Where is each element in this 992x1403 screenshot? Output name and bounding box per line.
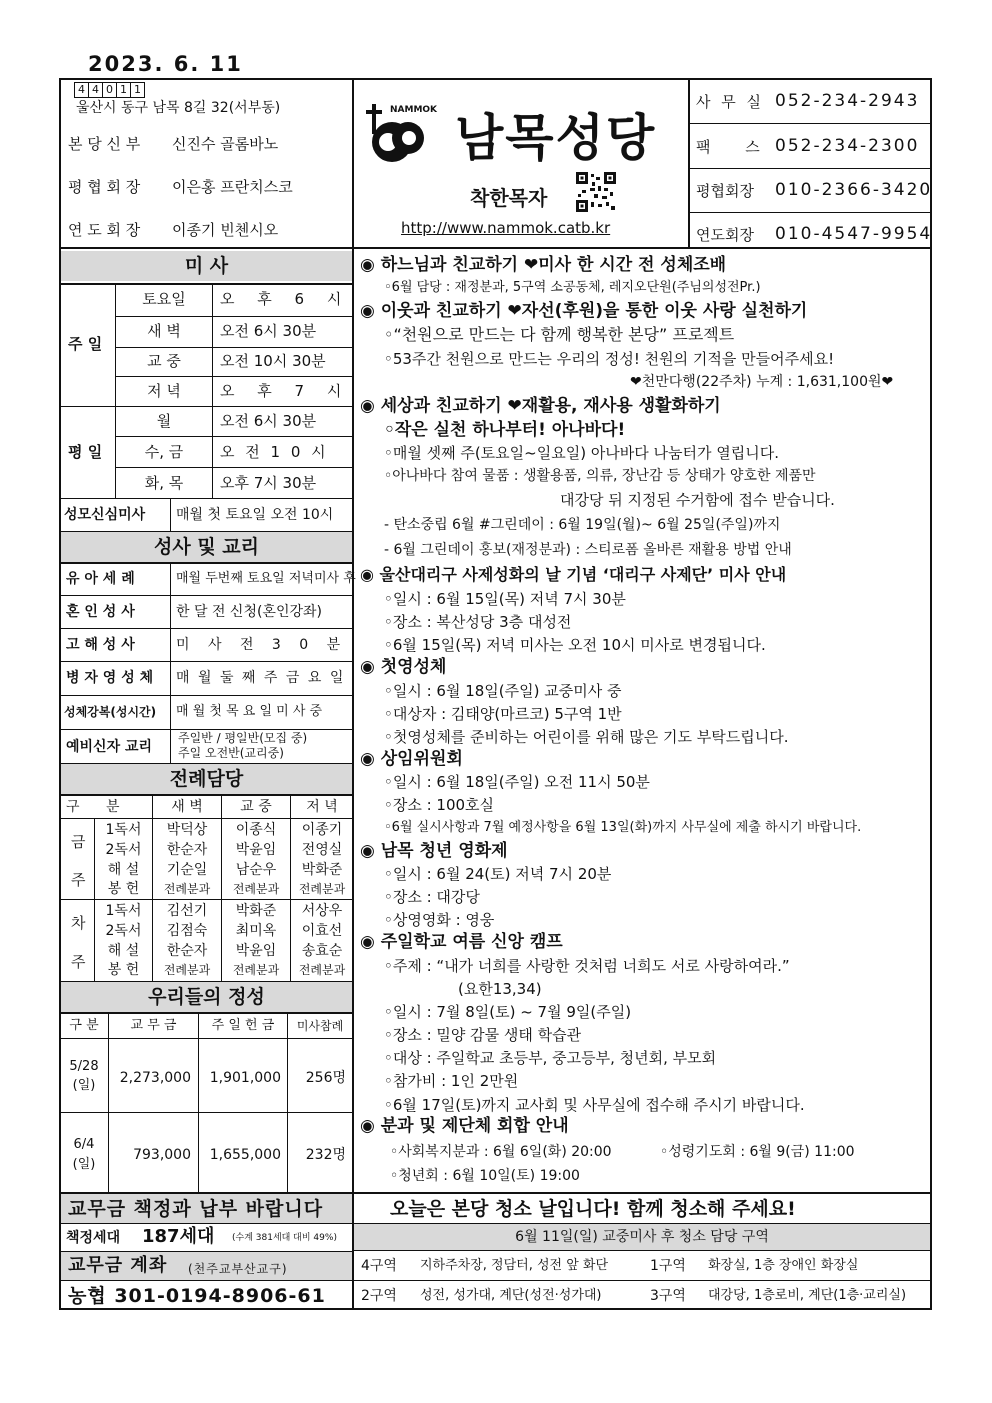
announcement-line: ◦6월 17일(토)까지 교사회 및 사무실에 접수해 주시기 바랍니다. xyxy=(384,1096,805,1114)
liturgy-person: 서상우 xyxy=(301,903,343,919)
sacrament-label: 유 아 세 례 xyxy=(66,571,135,587)
cleaning-zone: 4구역 xyxy=(361,1258,397,1274)
households-note: (수계 381세대 대비 49%) xyxy=(232,1233,337,1243)
mass-time: 오전 6시 30분 xyxy=(220,412,317,430)
council-president-contact-label: 평협회장 xyxy=(696,182,754,200)
liturgy-role: 1독서 xyxy=(105,822,142,838)
yeondo-president-phone[interactable]: 010-4547-9954 xyxy=(775,224,933,244)
rule xyxy=(354,1223,932,1224)
header-col-divider-2 xyxy=(688,78,690,247)
announcement-heading: ◉ 울산대리구 사제성화의 날 기념 ‘대리구 사제단’ 미사 안내 xyxy=(360,565,787,584)
motto: 착한목자 xyxy=(470,186,548,210)
account-note: (천주교부산교구) xyxy=(188,1262,288,1276)
offering-tithe: 2,273,000 xyxy=(119,1070,191,1086)
announcement-line: ◦일시 : 6월 15일(목) 저녁 7시 30분 xyxy=(384,590,626,608)
church-name: 남목성당 xyxy=(455,109,657,167)
liturgy-role: 해 설 xyxy=(107,862,140,878)
rule xyxy=(287,1012,288,1192)
mass-day: 새 벽 xyxy=(147,322,181,340)
announcement-line: ◦일시 : 6월 18일(주일) 교중미사 중 xyxy=(384,682,622,700)
offering-header: 구 분 xyxy=(69,1018,99,1033)
contact-divider xyxy=(689,123,932,124)
rule xyxy=(59,595,353,596)
next-week-label: 차 xyxy=(71,914,86,932)
catechumen-class-1: 주일반 / 평일반(모집 중) xyxy=(178,731,308,745)
this-week-label: 주 xyxy=(71,871,86,889)
offering-attendance: 256명 xyxy=(305,1070,346,1086)
announcement-line: ◦참가비 : 1인 2만원 xyxy=(384,1072,519,1090)
rule xyxy=(59,1223,353,1224)
cleaning-area: 성전, 성가대, 계단(성전·성가대) xyxy=(420,1288,602,1303)
liturgy-header: 교 중 xyxy=(240,799,272,815)
rule xyxy=(59,628,353,629)
announcement-heading: ◉ 이웃과 친교하기 ❤자선(후원)을 통한 이웃 사랑 실천하기 xyxy=(360,301,808,321)
cleaning-zone: 3구역 xyxy=(650,1288,686,1304)
liturgy-person: 박화준 xyxy=(301,862,343,878)
announcement-heading: ◉ 분과 및 제단체 회합 안내 xyxy=(360,1116,569,1136)
announcement-heading: ◉ 첫영성체 xyxy=(360,657,447,677)
announcement-line: ◦장소 : 밀양 감물 생태 학습관 xyxy=(384,1026,582,1044)
offering-attendance: 232명 xyxy=(305,1147,346,1163)
pastor-label: 본 당 신 부 xyxy=(68,135,141,153)
offering-date: 5/28 xyxy=(69,1059,99,1074)
announcement-line: ◦53주간 천원으로 만드는 우리의 정성! 천원의 기적을 만들어주세요! xyxy=(384,350,835,368)
liturgy-person: 박윤임 xyxy=(235,842,277,858)
liturgy-person: 이종기 xyxy=(301,822,343,838)
households-value: 187세대 xyxy=(142,1226,215,1247)
rule xyxy=(59,695,353,696)
liturgy-person: 박화준 xyxy=(235,903,277,919)
announcement-line: ◦6월 담당 : 재정분과, 5구역 소공동체, 레지오단원(주님의성전Pr.) xyxy=(384,280,761,295)
qr-code-icon[interactable] xyxy=(576,172,616,212)
offering-date: 6/4 xyxy=(73,1137,95,1152)
rule xyxy=(59,661,353,662)
sacrament-value: 매 월 첫 목 요 일 미 사 중 xyxy=(176,704,323,719)
mass-time: 오전 6시 30분 xyxy=(220,322,317,340)
announcement-heading: ◉ 남목 청년 영화제 xyxy=(360,841,508,861)
liturgy-person: 김선기 xyxy=(166,903,208,919)
header-col-divider xyxy=(352,78,354,247)
liturgy-role: 1독서 xyxy=(105,903,142,919)
sacrament-label: 병 자 영 성 체 xyxy=(66,670,154,686)
offering-day: (일) xyxy=(72,1078,96,1093)
rule xyxy=(108,1012,109,1192)
rule xyxy=(59,498,353,499)
account-number[interactable]: 농협 301-0194-8906-61 xyxy=(68,1285,326,1307)
mass-day: 화, 목 xyxy=(144,474,184,492)
liturgy-header: 새 벽 xyxy=(171,799,203,815)
rule xyxy=(59,729,353,730)
rule xyxy=(170,498,171,531)
mass-title: 미 사 xyxy=(61,251,352,281)
sacrament-label: 고 해 성 사 xyxy=(66,637,135,653)
announcement-line: ❤천만다행(22주차) 누계 : 1,631,100원❤ xyxy=(630,374,894,390)
mass-day: 저 녁 xyxy=(147,382,181,400)
cleaning-area: 화장실, 1층 장애인 화장실 xyxy=(708,1258,859,1273)
liturgy-person: 한순자 xyxy=(166,842,208,858)
liturgy-role: 봉 헌 xyxy=(107,881,140,897)
announcement-line: ◦일시 : 6월 18일(주일) 오전 11시 50분 xyxy=(384,773,650,791)
offering-collection: 1,655,000 xyxy=(209,1147,281,1163)
yeondo-president-name: 이종기 빈첸시오 xyxy=(172,221,279,239)
sacrament-value: 매월 두번째 토요일 저녁미사 후 xyxy=(176,571,356,586)
announcement-heading: ◉ 세상과 친교하기 ❤재활용, 재사용 생활화하기 xyxy=(360,396,721,416)
liturgy-person: 김점숙 xyxy=(166,923,208,939)
rule xyxy=(115,316,353,317)
zip-code xyxy=(74,82,145,98)
liturgy-role: 해 설 xyxy=(107,943,140,959)
marian-mass-label: 성모신심미사 xyxy=(64,507,146,523)
announcement-line: 대강당 뒤 지정된 수거함에 접수 받습니다. xyxy=(560,491,835,509)
website-link[interactable]: http://www.nammok.catb.kr xyxy=(401,219,611,237)
contact-divider xyxy=(689,212,932,213)
rule xyxy=(59,818,353,819)
liturgy-header: 구 분 xyxy=(66,799,120,815)
rule xyxy=(59,899,353,900)
liturgy-person: 박덕상 xyxy=(166,822,208,838)
address: 울산시 동구 남목 8길 32(서부동) xyxy=(76,100,281,116)
rule xyxy=(115,467,353,468)
rule xyxy=(59,283,354,285)
rule xyxy=(59,794,354,796)
mass-day: 수, 금 xyxy=(144,443,184,461)
announcement-line: ◦일시 : 6월 24(토) 저녁 7시 20분 xyxy=(384,865,612,883)
council-president-name: 이은홍 프란치스코 xyxy=(172,178,293,196)
announcement-heading: ◉ 주일학교 여름 신앙 캠프 xyxy=(360,932,563,952)
announcement-line: ◦6월 15일(목) 저녁 미사는 오전 10시 미사로 변경됩니다. xyxy=(384,636,766,654)
rule xyxy=(198,1012,199,1192)
offering-header: 교 무 금 xyxy=(130,1018,177,1033)
marian-mass-value: 매월 첫 토요일 오전 10시 xyxy=(176,507,334,523)
yeondo-president-contact-label: 연도회장 xyxy=(696,226,754,244)
rule xyxy=(115,436,353,437)
zip-digit: 1 xyxy=(117,82,131,98)
offering-collection: 1,901,000 xyxy=(209,1070,281,1086)
zip-digit: 4 xyxy=(74,82,89,98)
cleaning-area: 대강당, 1층로비, 계단(1층·교리실) xyxy=(708,1288,907,1303)
sacraments-title: 성사 및 교리 xyxy=(61,532,352,562)
office-phone[interactable]: 052-234-2943 xyxy=(775,91,920,111)
announcement-line: ◦장소 : 복산성당 3층 대성전 xyxy=(384,613,572,631)
liturgy-person: 전례분과 xyxy=(163,963,211,977)
offering-tithe: 793,000 xyxy=(133,1147,191,1163)
offerings-title: 우리들의 정성 xyxy=(61,982,352,1012)
announcement-line: (요한13,34) xyxy=(458,980,542,998)
sunday-label: 주 일 xyxy=(68,335,103,353)
announcement-line: ◦사회복지분과 : 6월 6일(화) 20:00 xyxy=(390,1144,612,1160)
liturgy-person: 기순일 xyxy=(166,862,208,878)
cleaning-area: 지하주차장, 정담터, 성전 앞 화단 xyxy=(420,1258,609,1273)
liturgy-person: 이효선 xyxy=(301,923,343,939)
announcement-line: ◦장소 : 100호실 xyxy=(384,796,495,814)
rule xyxy=(115,347,353,348)
rule xyxy=(59,1280,353,1281)
announcement-line: - 6월 그린데이 홍보(재정분과) : 스티로폼 올바른 재활용 방법 안내 xyxy=(384,542,792,558)
cleaning-zone: 1구역 xyxy=(650,1258,686,1274)
rule xyxy=(354,1250,932,1251)
announcement-line: ◦주제 : “내가 너희를 사랑한 것처럼 너희도 서로 사랑하여라.” xyxy=(384,957,790,975)
council-president-phone[interactable]: 010-2366-3420 xyxy=(775,180,933,200)
announcement-line: ◦6월 실시사항과 7월 예정사항을 6월 13일(화)까지 사무실에 제출 하시기 바랍니다. xyxy=(384,820,862,835)
pastor-name: 신진수 골롬바노 xyxy=(172,135,279,153)
announcement-line: ◦상영영화 : 영웅 xyxy=(384,911,495,929)
liturgy-person: 전례분과 xyxy=(163,882,211,896)
announcement-line: ◦작은 실천 하나부터! 아나바다! xyxy=(384,420,626,440)
liturgy-header: 저 녁 xyxy=(306,799,338,815)
council-president-label: 평 협 회 장 xyxy=(68,178,141,196)
mass-time: 오후 7시 30분 xyxy=(220,474,317,492)
announcement-line: - 탄소중립 6월 #그린데이 : 6월 19일(월)~ 6월 25일(주일)까지 xyxy=(384,517,781,533)
catechumen-label: 예비신자 교리 xyxy=(66,739,153,755)
offering-header: 주 일 헌 금 xyxy=(211,1018,275,1033)
announcement-line: ◦대상 : 주일학교 초등부, 중고등부, 청년회, 부모회 xyxy=(384,1049,717,1067)
rule xyxy=(59,562,354,564)
announcement-line: ◦매월 셋째 주(토요일~일요일) 아나바다 나눔터가 열립니다. xyxy=(384,444,780,462)
liturgy-person: 전례분과 xyxy=(298,963,346,977)
account-label: 교무금 계좌 xyxy=(68,1255,168,1276)
sacrament-value: 매 월 둘 째 주 금 요 일 xyxy=(176,670,344,686)
catechumen-class-2: 주일 오전반(교리중) xyxy=(178,746,284,760)
sacrament-label: 성체강복(성시간) xyxy=(64,705,157,719)
announcement-line: ◦일시 : 7월 8일(토) ~ 7월 9일(주일) xyxy=(384,1003,632,1021)
liturgy-person: 송효순 xyxy=(301,943,343,959)
office-label: 사 무 실 xyxy=(696,93,765,111)
offering-header: 미사참례 xyxy=(296,1019,344,1033)
contact-divider xyxy=(689,168,932,169)
weekday-label: 평 일 xyxy=(68,443,103,461)
yeondo-president-label: 연 도 회 장 xyxy=(68,221,141,239)
liturgy-person: 이종식 xyxy=(235,822,277,838)
sacrament-value: 미 사 전 3 0 분 xyxy=(176,637,341,653)
announcement-line: ◦첫영성체를 준비하는 어린이를 위해 많은 기도 부탁드립니다. xyxy=(384,728,789,746)
rule xyxy=(170,562,171,764)
liturgy-person: 한순자 xyxy=(166,943,208,959)
households-label: 책정세대 xyxy=(66,1230,121,1246)
mass-day: 교 중 xyxy=(147,352,181,370)
rule xyxy=(59,406,353,407)
liturgy-person: 최미옥 xyxy=(235,923,277,939)
cleaning-title: 오늘은 본당 청소 날입니다! 함께 청소해 주세요! xyxy=(390,1198,796,1220)
mass-time: 오 후 7 시 xyxy=(220,382,342,400)
liturgy-role: 2독서 xyxy=(105,923,142,939)
this-week-label: 금 xyxy=(71,833,86,851)
announcement-line: ◦“천원으로 만드는 다 함께 행복한 본당” 프로젝트 xyxy=(384,325,735,344)
mass-time: 오 전 1 0 시 xyxy=(220,443,326,461)
mass-day: 토요일 xyxy=(142,290,186,308)
announcement-line: ◦장소 : 대강당 xyxy=(384,888,480,906)
announcement-line: ◦대상자 : 김태양(마르코) 5구역 1반 xyxy=(384,705,622,723)
mass-time: 오전 10시 30분 xyxy=(220,352,326,370)
liturgy-person: 전례분과 xyxy=(298,882,346,896)
zip-digit: 1 xyxy=(131,82,145,98)
header-divider xyxy=(59,247,932,249)
next-week-label: 주 xyxy=(71,953,86,971)
rule xyxy=(59,1112,353,1113)
announcement-heading: ◉ 상임위원회 xyxy=(360,749,463,769)
announcement-line: ◦아나바다 참여 물품 : 생활용품, 의류, 장난감 등 상태가 양호한 제품만 xyxy=(384,468,816,484)
sacrament-value: 한 달 전 신청(혼인강좌) xyxy=(176,604,322,620)
mass-day: 월 xyxy=(156,412,172,430)
zip-digit: 4 xyxy=(89,82,103,98)
fax-number[interactable]: 052-234-2300 xyxy=(775,136,920,156)
rule xyxy=(115,376,353,377)
mass-time: 오 후 6 시 xyxy=(220,290,342,308)
bulletin-date: 2023. 6. 11 xyxy=(88,52,243,76)
announcement-line: ◦성령기도회 : 6월 9(금) 11:00 xyxy=(660,1144,855,1160)
offering-day: (일) xyxy=(72,1157,96,1172)
announcement-heading: ◉ 하느님과 친교하기 ❤미사 한 시간 전 성체조배 xyxy=(360,255,727,275)
liturgy-person: 남순우 xyxy=(235,862,277,878)
liturgy-person: 전례분과 xyxy=(232,963,280,977)
rule xyxy=(59,1012,354,1014)
rule xyxy=(59,1038,353,1039)
rule xyxy=(354,1280,932,1281)
cleaning-zone: 2구역 xyxy=(361,1288,397,1304)
liturgy-title: 전례담당 xyxy=(61,764,352,794)
announcement-line: ◦청년회 : 6월 10일(토) 19:00 xyxy=(390,1168,580,1184)
liturgy-role: 2독서 xyxy=(105,842,142,858)
liturgy-person: 전영실 xyxy=(301,842,343,858)
tithe-notice: 교무금 책정과 납부 바랍니다 xyxy=(68,1198,324,1220)
liturgy-person: 박윤임 xyxy=(235,943,277,959)
zip-digit: 0 xyxy=(103,82,117,98)
liturgy-role: 봉 헌 xyxy=(107,962,140,978)
fax-label: 팩 스 xyxy=(696,138,760,156)
cleaning-subtitle: 6월 11일(일) 교중미사 후 청소 담당 구역 xyxy=(515,1229,769,1245)
liturgy-person: 전례분과 xyxy=(232,882,280,896)
logo-small-text: NAMMOK xyxy=(390,105,438,115)
sacrament-label: 혼 인 성 사 xyxy=(66,604,135,620)
